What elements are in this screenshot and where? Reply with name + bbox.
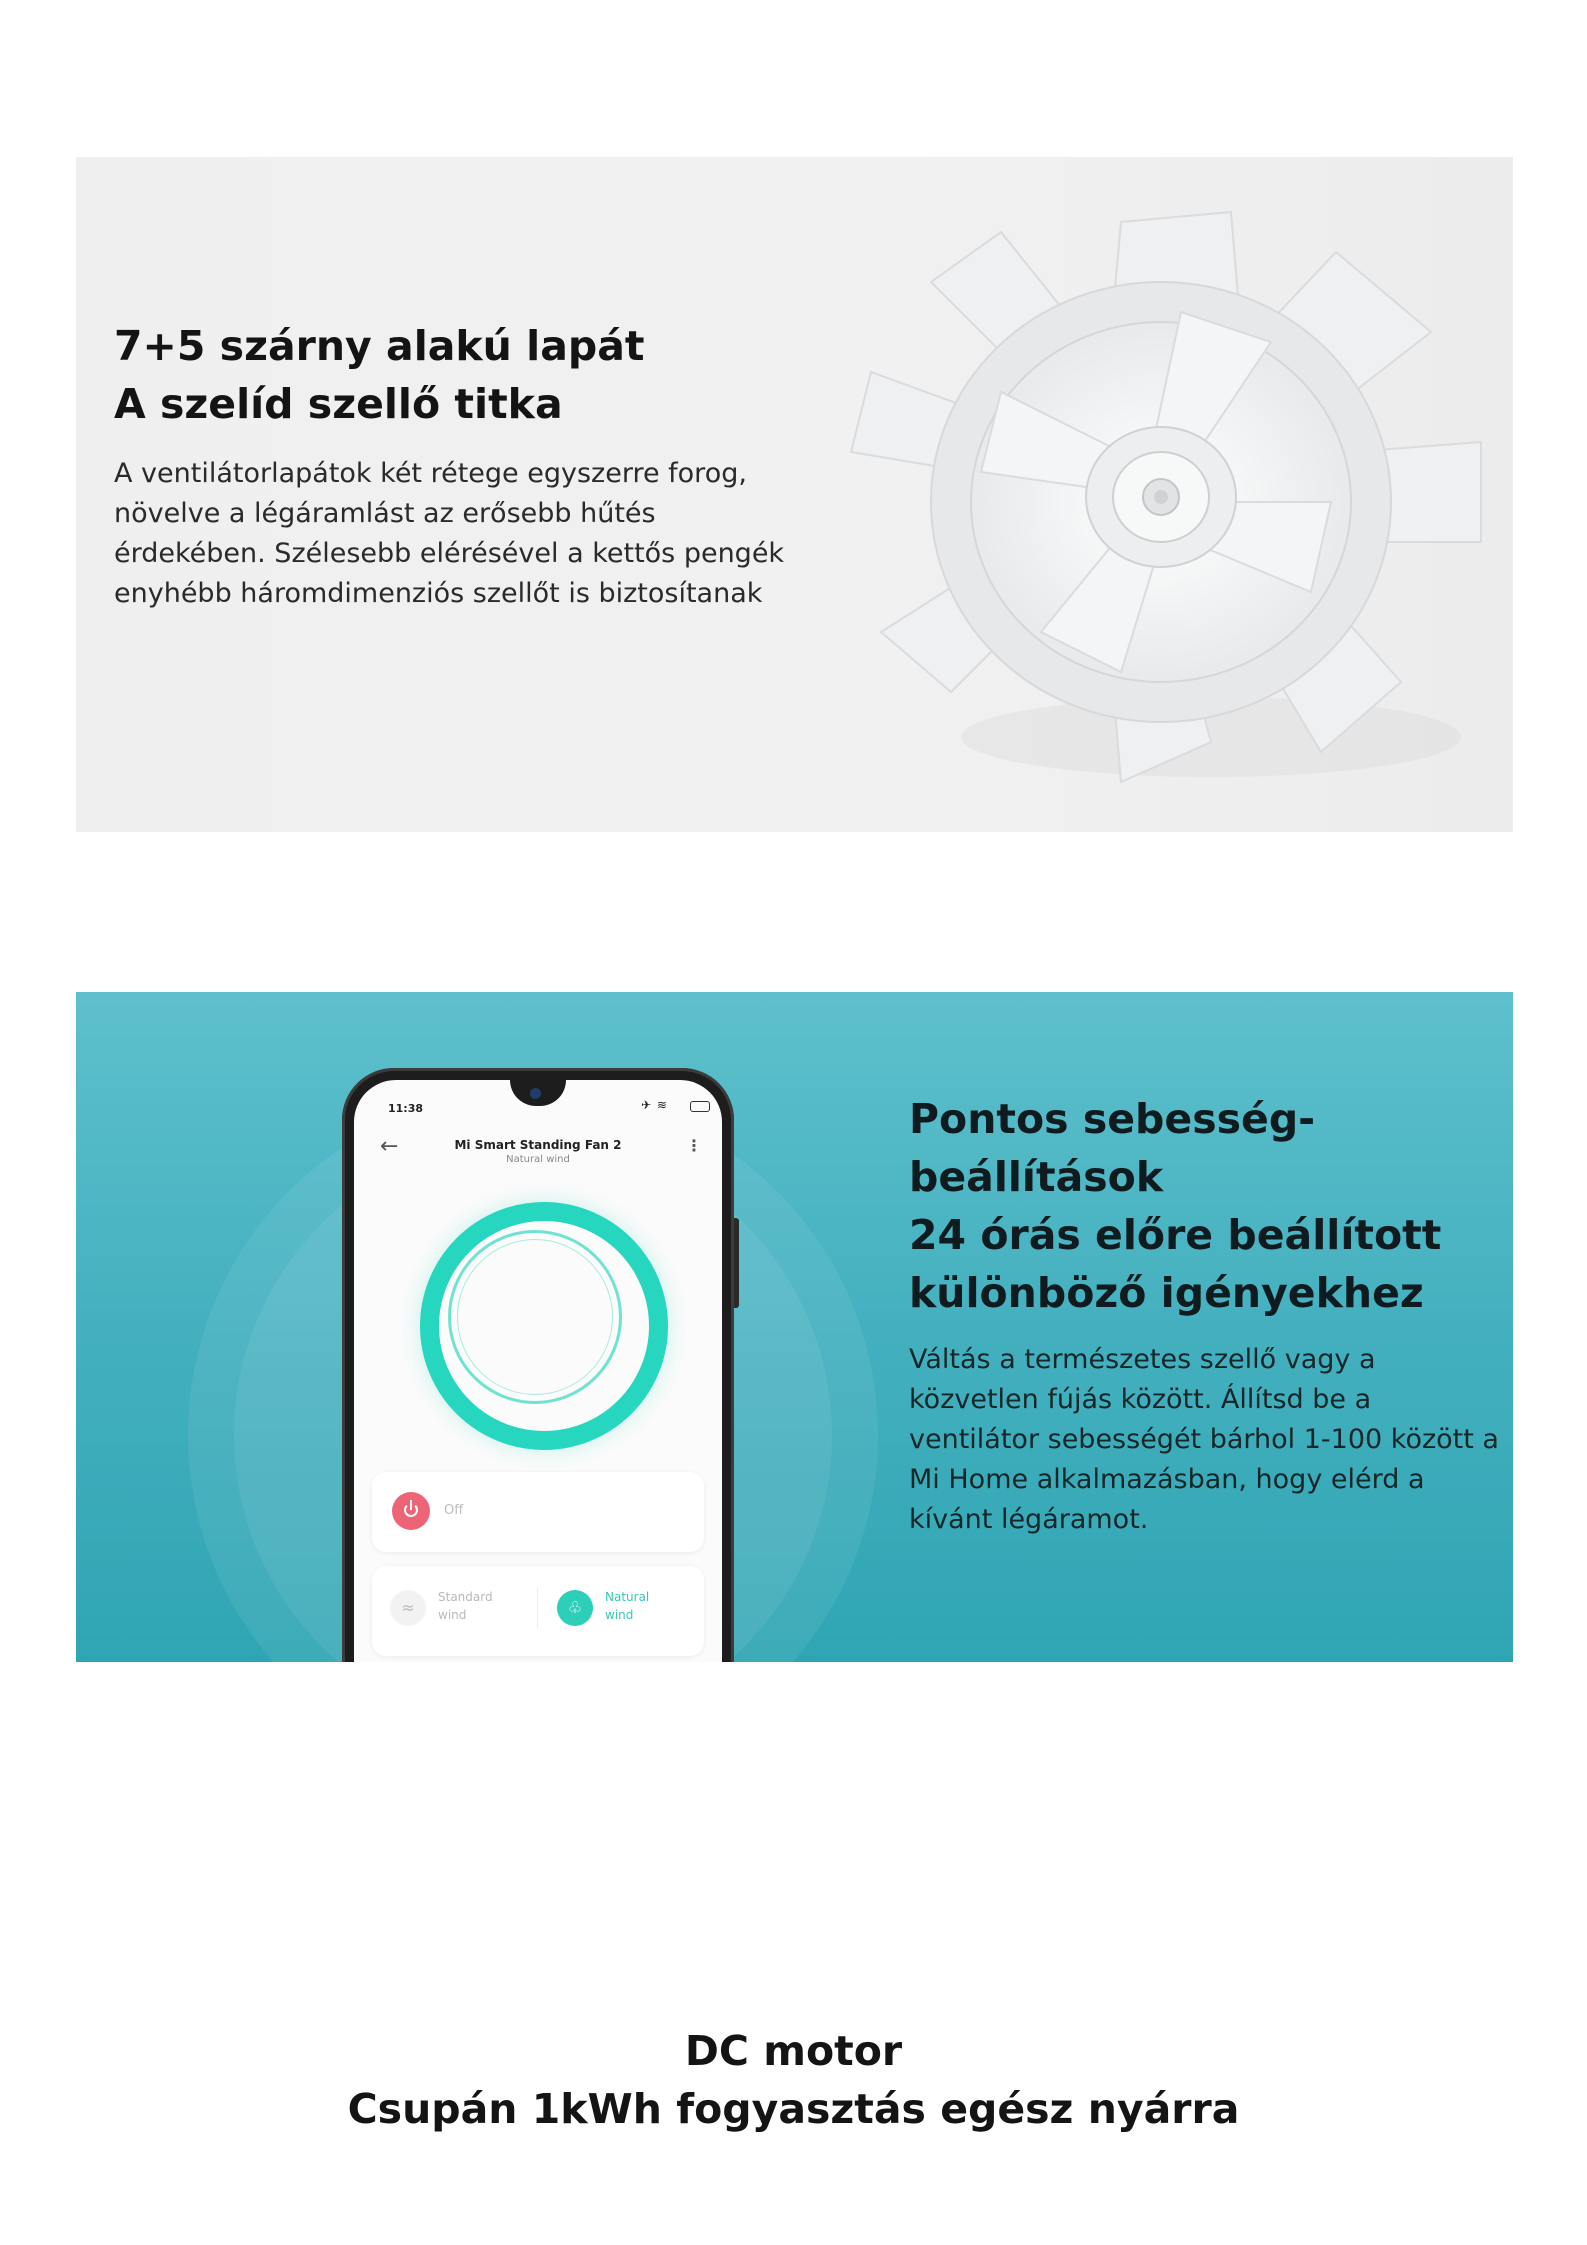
- speed-dial-inner-ring-2: [457, 1239, 613, 1395]
- phone-screen: [354, 1080, 722, 1662]
- power-icon[interactable]: [392, 1492, 430, 1530]
- blade-section: [76, 157, 1513, 832]
- more-options-icon[interactable]: ⋮: [686, 1136, 702, 1155]
- back-arrow-icon[interactable]: ←: [380, 1134, 399, 1159]
- camera-icon: [530, 1088, 541, 1099]
- standard-wind-label[interactable]: [438, 1588, 508, 1624]
- dc-motor-heading: [0, 2022, 1587, 2138]
- natural-wind-label-line1: Natural: [605, 1590, 650, 1604]
- natural-wind-icon[interactable]: ♧: [557, 1590, 593, 1626]
- blade-title-line1: 7+5 szárny alakú lapát: [114, 322, 645, 370]
- motor-title-line2: Csupán 1kWh fogyasztás egész nyárra: [347, 2085, 1240, 2133]
- app-title-line3: 24 órás előre beállított: [909, 1211, 1442, 1259]
- device-name: Mi Smart Standing Fan 2: [454, 1138, 622, 1152]
- natural-wind-label-line2: wind: [605, 1608, 634, 1622]
- app-title-line1: Pontos sebesség-: [909, 1095, 1316, 1143]
- app-control-title: [909, 1090, 1469, 1322]
- motor-title-line1: DC motor: [684, 2027, 903, 2075]
- smartphone-mockup: [342, 1068, 734, 1662]
- app-title-line2: beállítások: [909, 1153, 1164, 1201]
- blade-title: [114, 317, 644, 433]
- standard-wind-icon[interactable]: ≈: [390, 1590, 426, 1626]
- app-title-line4: különböző igényekhez: [909, 1269, 1424, 1317]
- phone-side-button: [734, 1218, 739, 1308]
- standard-wind-label-line1: Standard: [438, 1590, 493, 1604]
- app-control-section: [76, 992, 1513, 1662]
- blade-title-line2: A szelíd szellő titka: [114, 380, 563, 428]
- signal-wifi-icon: ✈ ≋: [641, 1098, 668, 1112]
- blade-description: A ventilátorlapátok két rétege egyszerre forog, növelve a légáramlást az erősebb hűtés érdekében. Szélesebb elérésével a kettős pengék enyhébb háromdimenziós szellőt is biztosítanak: [114, 458, 785, 609]
- fan-blade-image: [816, 177, 1506, 827]
- mode-divider: [537, 1588, 538, 1628]
- app-control-description: Váltás a természetes szellő vagy a közvetlen fújás között. Állítsd be a ventilátor sebességét bárhol 1-100 között a Mi Home alkalmazásban, hogy elérd a kívánt légáramot.: [909, 1344, 1499, 1535]
- battery-icon: [690, 1101, 710, 1112]
- device-mode: Natural wind: [506, 1154, 570, 1165]
- wind-mode-card: [372, 1566, 704, 1656]
- standard-wind-label-line2: wind: [438, 1608, 467, 1622]
- power-status: Off: [444, 1503, 464, 1518]
- status-time: 11:38: [388, 1102, 424, 1115]
- natural-wind-label[interactable]: [605, 1588, 675, 1624]
- power-card: [372, 1472, 704, 1552]
